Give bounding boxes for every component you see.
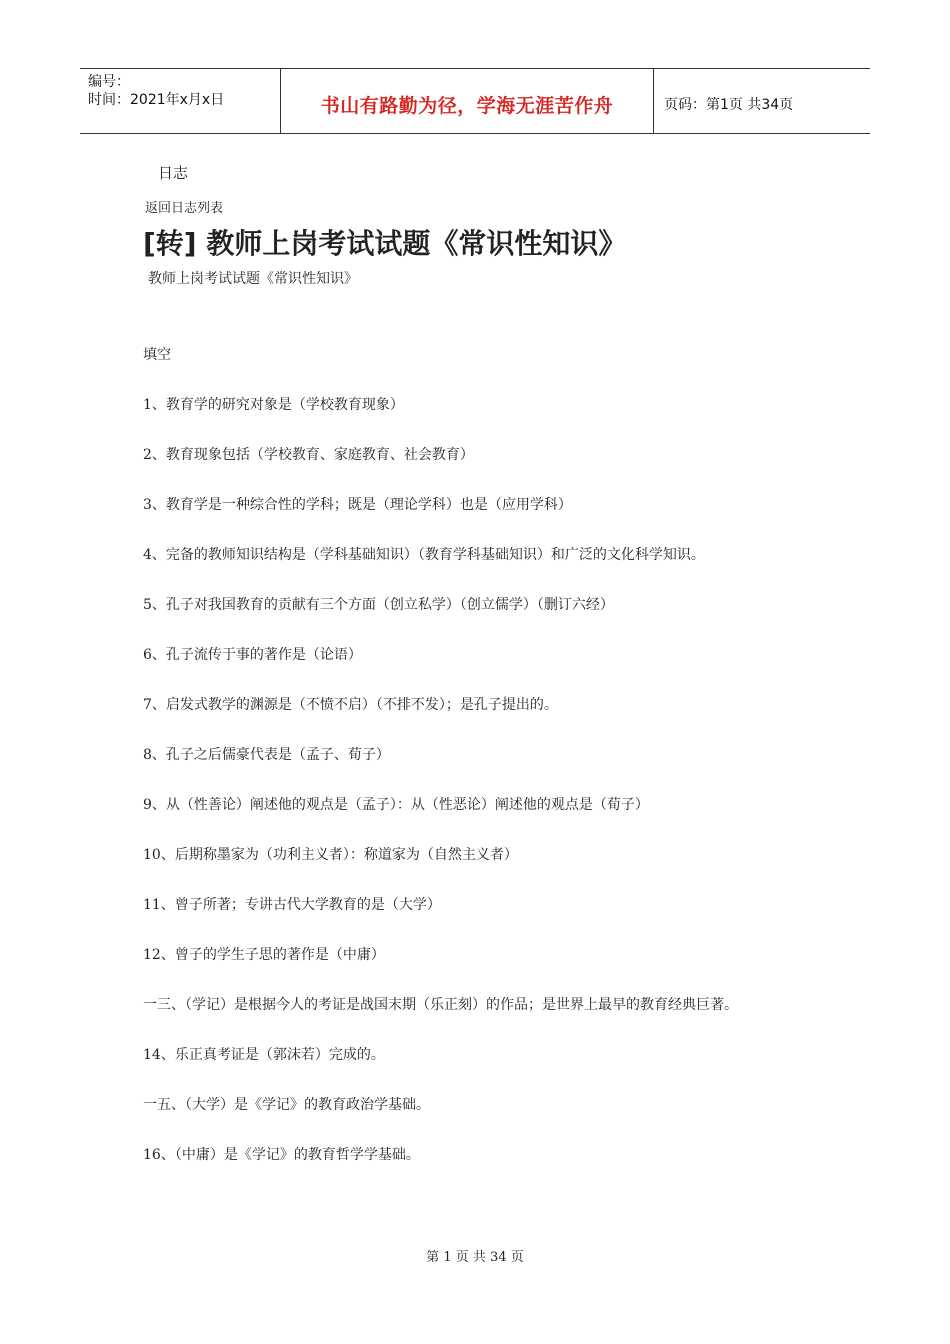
page-footer: 第 1 页 共 34 页 xyxy=(426,1250,524,1265)
question-item: 一五、（大学）是《学记》的教育政治学基础。 xyxy=(143,1097,430,1113)
header-page-info-cell xyxy=(654,69,870,133)
article-subtitle: 教师上岗考试试题《常识性知识》 xyxy=(148,271,358,287)
header-page-info: 页码：第1页 共34页 xyxy=(664,97,794,113)
article-body xyxy=(143,344,813,1194)
question-item: 9、从（性善论）阐述他的观点是（孟子）：从（性恶论）阐述他的观点是（荀子） xyxy=(143,797,649,813)
question-item: 3、教育学是一种综合性的学科；既是（理论学科）也是（应用学科） xyxy=(143,497,572,513)
question-item: 11、曾子所著；专讲古代大学教育的是（大学） xyxy=(143,897,441,913)
article-title: [转] 教师上岗考试试题《常识性知识》 xyxy=(143,227,627,260)
page-header xyxy=(80,68,870,134)
document-number-label: 编号： xyxy=(88,74,130,90)
question-item: 8、孔子之后儒豪代表是（孟子、荀子） xyxy=(143,747,390,763)
question-item: 6、孔子流传于事的著作是（论语） xyxy=(143,647,362,663)
question-item: 5、孔子对我国教育的贡献有三个方面（创立私学）（创立儒学）（删订六经） xyxy=(143,597,614,613)
section-heading: 填空 xyxy=(143,347,171,363)
header-motto-cell xyxy=(281,69,654,133)
question-item: 16、（中庸）是《学记》的教育哲学学基础。 xyxy=(143,1147,420,1163)
question-item: 7、启发式教学的渊源是（不愤不启）（不排不发）；是孔子提出的。 xyxy=(143,697,558,713)
question-item: 2、教育现象包括（学校教育、家庭教育、社会教育） xyxy=(143,447,474,463)
question-item: 14、乐正真考证是（郭沫若）完成的。 xyxy=(143,1047,385,1063)
question-item: 12、曾子的学生子思的著作是（中庸） xyxy=(143,947,385,963)
question-item: 1、教育学的研究对象是（学校教育现象） xyxy=(143,397,404,413)
question-item: 一三、（学记）是根据今人的考证是战国末期（乐正刻）的作品；是世界上最早的教育经典巨著。 xyxy=(143,997,738,1013)
question-item: 4、完备的教师知识结构是（学科基础知识）（教育学科基础知识）和广泛的文化科学知识。 xyxy=(143,547,705,563)
header-meta xyxy=(80,69,281,133)
header-motto: 书山有路勤为径，学海无涯苦作舟 xyxy=(320,94,614,117)
diary-section-label: 日志 xyxy=(158,164,189,182)
back-to-diary-list-link[interactable]: 返回日志列表 xyxy=(145,201,224,216)
question-item: 10、后期称墨家为（功利主义者）：称道家为（自然主义者） xyxy=(143,847,518,863)
document-time-label: 时间：2021年x月x日 xyxy=(88,92,225,108)
